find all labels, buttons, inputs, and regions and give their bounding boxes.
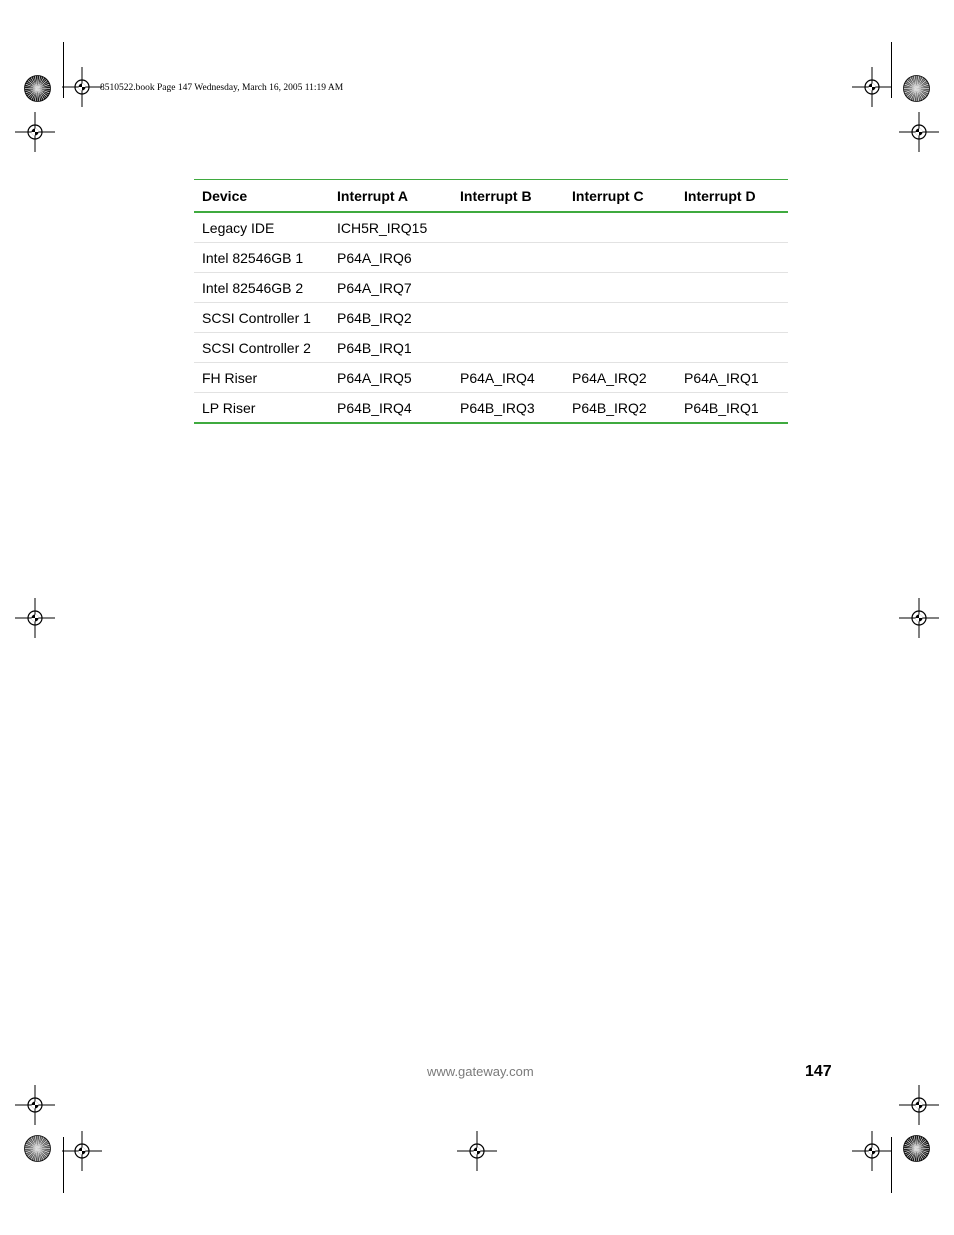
table-cell: P64B_IRQ2 bbox=[564, 393, 676, 424]
registration-mark-icon bbox=[899, 112, 939, 152]
table-cell: SCSI Controller 1 bbox=[194, 303, 329, 333]
column-header-interrupt-c: Interrupt C bbox=[564, 180, 676, 213]
table-cell bbox=[452, 212, 564, 243]
table-cell: P64B_IRQ1 bbox=[676, 393, 788, 424]
table-cell: P64A_IRQ1 bbox=[676, 363, 788, 393]
table-cell bbox=[676, 212, 788, 243]
table-cell bbox=[564, 212, 676, 243]
table-cell: P64A_IRQ6 bbox=[329, 243, 452, 273]
table-cell bbox=[564, 333, 676, 363]
table-cell: ICH5R_IRQ15 bbox=[329, 212, 452, 243]
table-cell: P64B_IRQ1 bbox=[329, 333, 452, 363]
starburst-mark-icon bbox=[903, 75, 930, 102]
table-cell: P64A_IRQ4 bbox=[452, 363, 564, 393]
registration-mark-icon bbox=[852, 67, 892, 107]
column-header-interrupt-b: Interrupt B bbox=[452, 180, 564, 213]
table-cell: P64B_IRQ2 bbox=[329, 303, 452, 333]
table-cell: FH Riser bbox=[194, 363, 329, 393]
starburst-mark-icon bbox=[24, 75, 51, 102]
registration-mark-icon bbox=[15, 598, 55, 638]
table-cell bbox=[676, 333, 788, 363]
table-cell bbox=[452, 273, 564, 303]
registration-mark-icon bbox=[15, 1085, 55, 1125]
column-header-device: Device bbox=[194, 180, 329, 213]
interrupt-table bbox=[194, 179, 788, 424]
table-row bbox=[194, 393, 788, 424]
registration-mark-icon bbox=[15, 112, 55, 152]
table-cell bbox=[452, 243, 564, 273]
table-cell bbox=[452, 303, 564, 333]
table-row bbox=[194, 303, 788, 333]
table-cell: Intel 82546GB 2 bbox=[194, 273, 329, 303]
table-row bbox=[194, 243, 788, 273]
table-cell bbox=[676, 273, 788, 303]
footer-url: www.gateway.com bbox=[427, 1064, 534, 1079]
page-number: 147 bbox=[805, 1063, 832, 1080]
table-cell bbox=[564, 243, 676, 273]
table-cell bbox=[676, 303, 788, 333]
table-cell: LP Riser bbox=[194, 393, 329, 424]
table-cell: P64B_IRQ4 bbox=[329, 393, 452, 424]
registration-mark-icon bbox=[62, 1131, 102, 1171]
registration-mark-icon bbox=[899, 598, 939, 638]
table-cell: P64A_IRQ5 bbox=[329, 363, 452, 393]
registration-mark-icon bbox=[62, 67, 102, 107]
table-cell: Legacy IDE bbox=[194, 212, 329, 243]
print-slug: 8510522.book Page 147 Wednesday, March 16, 2005 11:19 AM bbox=[100, 83, 344, 93]
registration-mark-icon bbox=[852, 1131, 892, 1171]
table-row bbox=[194, 273, 788, 303]
table-row bbox=[194, 363, 788, 393]
registration-mark-icon bbox=[899, 1085, 939, 1125]
table-cell bbox=[564, 273, 676, 303]
table-cell: P64A_IRQ7 bbox=[329, 273, 452, 303]
table-cell bbox=[452, 333, 564, 363]
table-cell: P64A_IRQ2 bbox=[564, 363, 676, 393]
table-cell: P64B_IRQ3 bbox=[452, 393, 564, 424]
table-row bbox=[194, 212, 788, 243]
column-header-interrupt-a: Interrupt A bbox=[329, 180, 452, 213]
table-cell bbox=[676, 243, 788, 273]
table-row bbox=[194, 333, 788, 363]
table-cell bbox=[564, 303, 676, 333]
table-cell: SCSI Controller 2 bbox=[194, 333, 329, 363]
table-header-row bbox=[194, 180, 788, 213]
table-cell: Intel 82546GB 1 bbox=[194, 243, 329, 273]
starburst-mark-icon bbox=[24, 1135, 51, 1162]
starburst-mark-icon bbox=[903, 1135, 930, 1162]
column-header-interrupt-d: Interrupt D bbox=[676, 180, 788, 213]
registration-mark-icon bbox=[457, 1131, 497, 1171]
